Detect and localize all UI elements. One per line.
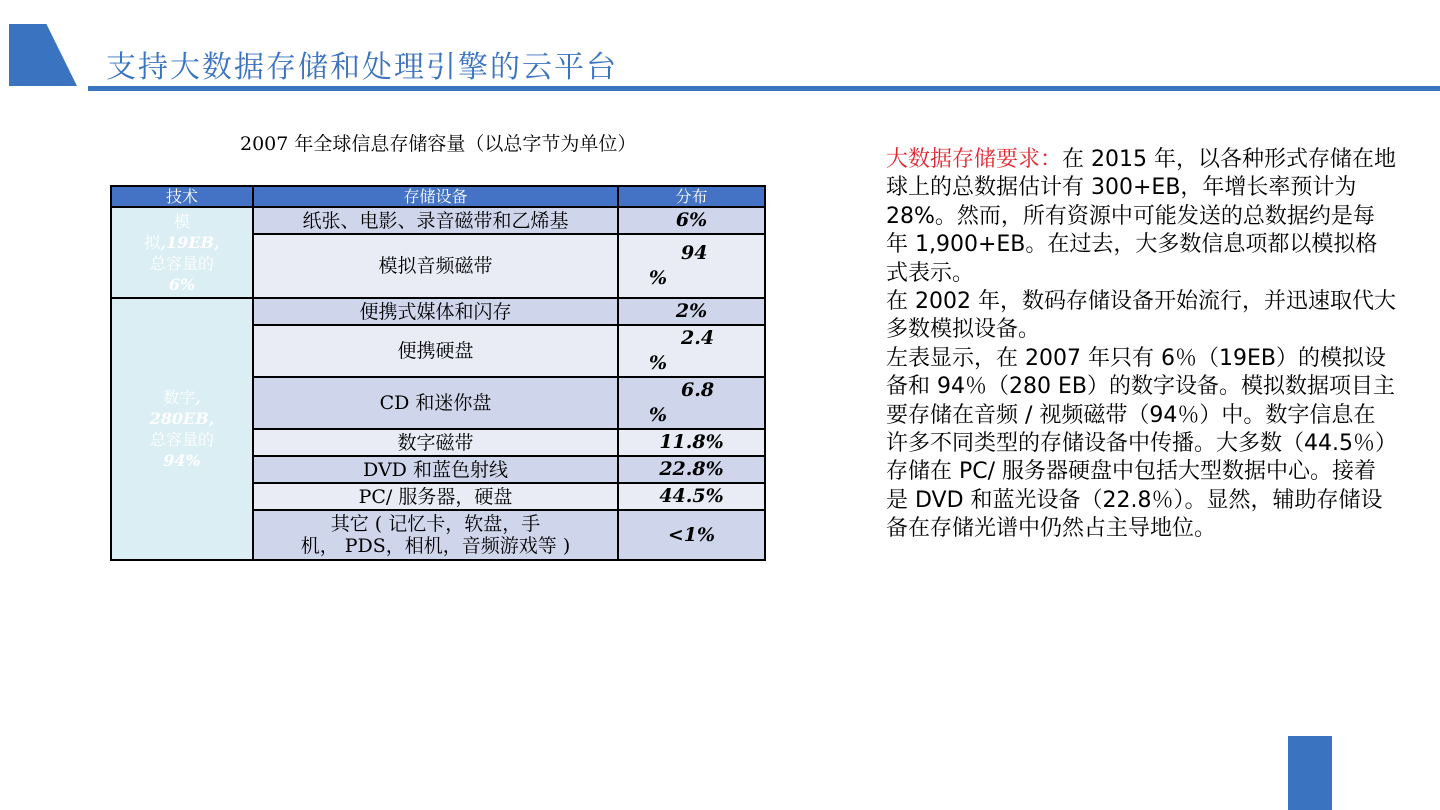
device-cell <box>253 510 618 560</box>
header-technology: 技术 <box>111 186 253 207</box>
digital-label-percent: 94% <box>163 451 201 470</box>
storage-description <box>886 146 1396 544</box>
analog-label-line1: 模 <box>173 211 190 231</box>
device-cell: 模拟音频磁带 <box>253 234 618 298</box>
analog-label-line2b: ,19EB, <box>160 232 220 252</box>
distribution-cell: 22.8% <box>618 456 765 483</box>
distribution-cell: <1% <box>618 510 765 560</box>
paragraph-1 <box>886 146 1396 288</box>
digital-label-amount: 280EB, <box>149 409 215 428</box>
digital-label-line2 <box>112 408 252 429</box>
table-row <box>111 298 765 325</box>
table-caption: 2007 年全球信息存储容量（以总字节为单位） <box>240 133 637 155</box>
device-line2: 机， PDS，相机，音频游戏等 ) <box>300 535 571 557</box>
distribution-cell <box>618 234 765 298</box>
distribution-cell: 2% <box>618 298 765 325</box>
device-cell: 纸张、电影、录音磁带和乙烯基 <box>253 207 618 234</box>
paragraph-2: 在 2002 年，数码存储设备开始流行，并迅速取代大多数模拟设备。 <box>886 289 1396 343</box>
device-cell: CD 和迷你盘 <box>253 377 618 429</box>
digital-label-line3: 总容量的 <box>149 430 214 449</box>
device-cell: 便携式媒体和闪存 <box>253 298 618 325</box>
analog-label-line4 <box>112 274 252 295</box>
distribution-value: 2.4 <box>681 327 715 349</box>
distribution-value: 94 <box>681 242 708 264</box>
distribution-cell: 44.5% <box>618 483 765 510</box>
distribution-value: 6.8 <box>681 379 715 401</box>
page-corner-block <box>1288 736 1332 810</box>
digital-label-line4 <box>112 450 252 471</box>
header-distribution: 分布 <box>618 186 765 207</box>
title-corner-decoration <box>9 24 77 86</box>
paragraph-1-text: 在 2015 年，以各种形式存储在地球上的总数据估计有 300+EB，年增长率预计为 28%。然而，所有资源中可能发送的总数据约是每年 1,900+EB。在过去，大多数信息项都以模拟格式表示。 <box>886 147 1396 286</box>
slide-title: 支持大数据存储和处理引擎的云平台 <box>106 50 618 85</box>
table-row <box>111 207 765 234</box>
distribution-unit: % <box>649 404 668 426</box>
distribution-cell <box>618 325 765 377</box>
title-underline <box>88 86 1440 91</box>
device-cell: PC/ 服务器，硬盘 <box>253 483 618 510</box>
device-cell: 数字磁带 <box>253 429 618 456</box>
digital-technology-cell <box>111 298 253 560</box>
device-line1: 其它 ( 记忆卡，软盘，手 <box>330 513 541 535</box>
analog-label-percent: 6% <box>168 274 196 294</box>
analog-label-line2 <box>112 232 252 253</box>
digital-label-line1a: 数字 <box>163 388 196 407</box>
analog-technology-cell <box>111 207 253 298</box>
analog-label-line2a: 拟 <box>144 232 161 252</box>
distribution-cell: 6% <box>618 207 765 234</box>
distribution-unit: % <box>649 267 668 289</box>
device-cell: DVD 和蓝色射线 <box>253 456 618 483</box>
device-cell: 便携硬盘 <box>253 325 618 377</box>
digital-label-line1 <box>112 387 252 408</box>
digital-label-line1b: , <box>195 388 201 407</box>
paragraph-3: 左表显示，在 2007 年只有 6％（19EB）的模拟设备和 94％（280 EB）的数字设备。模拟数据项目主要存储在音频 / 视频磁带（94％）中。数字信息在许多不同类型的存储设备中传播。大多数（44.5％）存储在 PC/ 服务器硬盘中包括大型数据中心。接着是 DVD 和蓝光设备（22.8％）。显然，辅助存储设备在存储光谱中仍然占主导地位。 <box>886 345 1395 542</box>
distribution-cell: 11.8% <box>618 429 765 456</box>
table-header-row <box>111 186 765 207</box>
distribution-unit: % <box>649 352 668 374</box>
header-storage-device: 存储设备 <box>253 186 618 207</box>
distribution-cell <box>618 377 765 429</box>
highlight-label: 大数据存储要求： <box>886 147 1063 172</box>
storage-capacity-table <box>110 185 766 561</box>
analog-label-line3: 总容量的 <box>149 253 214 273</box>
